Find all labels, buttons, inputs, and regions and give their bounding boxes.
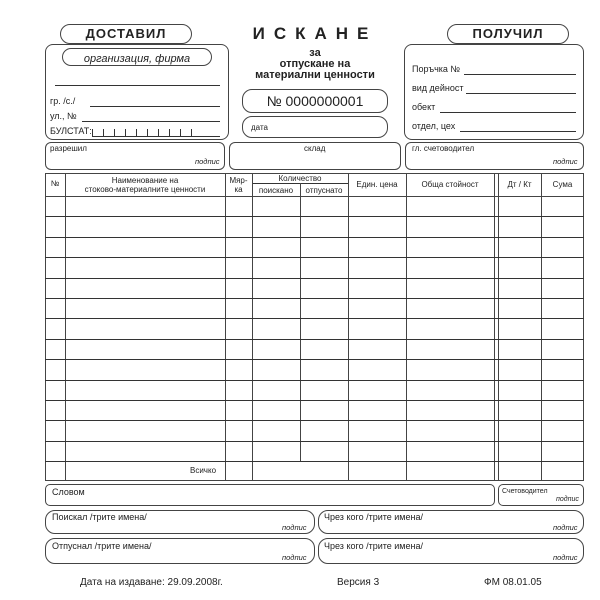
document-number-box <box>242 89 388 113</box>
released-by-signature-label: подпис <box>282 553 307 562</box>
order-field[interactable] <box>464 74 576 75</box>
table-row[interactable] <box>45 216 584 217</box>
activity-label: вид дейност <box>412 83 464 93</box>
permitted-signature-label: подпис <box>195 157 220 166</box>
table-row[interactable] <box>45 380 584 381</box>
warehouse-label: склад <box>304 144 326 153</box>
via-label-2: Чрез кого /трите имена/ <box>324 541 423 551</box>
table-row[interactable] <box>45 237 584 238</box>
items-table <box>45 173 584 481</box>
table-row[interactable] <box>45 318 584 319</box>
date-box[interactable] <box>242 116 388 138</box>
accountant-signature-label: подпис <box>556 496 579 503</box>
table-row[interactable] <box>45 298 584 299</box>
street-label: ул., № <box>50 111 77 121</box>
street-field[interactable] <box>82 121 220 122</box>
receiver-badge <box>447 24 569 44</box>
table-row[interactable] <box>45 257 584 258</box>
table-row[interactable] <box>45 359 584 360</box>
via-signature-label-2: подпис <box>553 553 578 562</box>
order-label: Поръчка № <box>412 64 461 74</box>
form-title: ИСКАНЕ <box>252 24 378 43</box>
chief-accountant-label: гл. счетоводител <box>412 144 475 153</box>
table-row[interactable] <box>45 278 584 279</box>
chief-accountant-signature-label: подпис <box>553 157 578 166</box>
bulstat-field[interactable] <box>92 136 220 137</box>
organization-pill <box>62 48 212 66</box>
col-header-no: № <box>50 179 60 188</box>
col-header-total-value: Обща стойност <box>421 180 479 189</box>
city-label: гр. /с./ <box>50 96 76 106</box>
col-header-name-2: стоково-материалните ценности <box>84 185 206 194</box>
released-by-label: Отпуснал /трите имена/ <box>52 541 152 551</box>
organization-label: организация, фирма <box>83 53 191 65</box>
deliverer-badge <box>60 24 192 44</box>
table-row[interactable] <box>45 420 584 421</box>
accountant-label: Счетоводител <box>502 488 548 495</box>
table-total-row[interactable] <box>45 461 584 462</box>
via-signature-label-1: подпис <box>553 523 578 532</box>
in-words-box[interactable] <box>45 484 495 506</box>
col-header-dt-kt: Дт / Кт <box>507 180 532 189</box>
col-header-sum: Сума <box>552 180 573 189</box>
col-header-released: отпуснато <box>305 186 343 195</box>
col-header-unit-1: Мяр- <box>229 176 248 185</box>
form-subtitle-3: материални ценности <box>255 69 375 81</box>
in-words-label: Словом <box>52 487 85 497</box>
version: Версия 3 <box>337 577 380 588</box>
deliverer-label: ДОСТАВИЛ <box>85 26 167 41</box>
permitted-label: разрешил <box>50 144 87 153</box>
object-label: обект <box>412 102 436 112</box>
form-subtitle-1: за <box>309 47 321 59</box>
issue-date: Дата на издаване: 29.09.2008г. <box>80 577 223 588</box>
form-code: ФМ 08.01.05 <box>484 577 542 588</box>
dept-field[interactable] <box>460 131 576 132</box>
col-header-unit-price: Един. цена <box>356 180 398 189</box>
date-label: дата <box>251 123 268 132</box>
requested-by-signature-label: подпис <box>282 523 307 532</box>
col-header-requested: поискано <box>258 186 294 195</box>
col-header-name-1: Наименование на <box>111 176 179 185</box>
table-row[interactable] <box>45 339 584 340</box>
receiver-label: ПОЛУЧИЛ <box>472 26 544 41</box>
bulstat-label: БУЛСТАТ: <box>50 126 92 136</box>
table-row[interactable] <box>45 400 584 401</box>
form-subtitle-2: отпускане на <box>279 58 351 70</box>
requested-by-label: Поискал /трите имена/ <box>52 512 147 522</box>
col-header-unit-2: ка <box>234 185 243 194</box>
table-row[interactable] <box>45 441 584 442</box>
col-header-quantity: Количество <box>278 174 322 183</box>
total-label: Всичко <box>190 466 217 475</box>
activity-field[interactable] <box>466 93 576 94</box>
dept-label: отдел, цех <box>412 121 456 131</box>
document-number: № 0000000001 <box>266 93 364 109</box>
object-field[interactable] <box>440 112 576 113</box>
city-field[interactable] <box>90 106 220 107</box>
via-label-1: Чрез кого /трите имена/ <box>324 512 423 522</box>
